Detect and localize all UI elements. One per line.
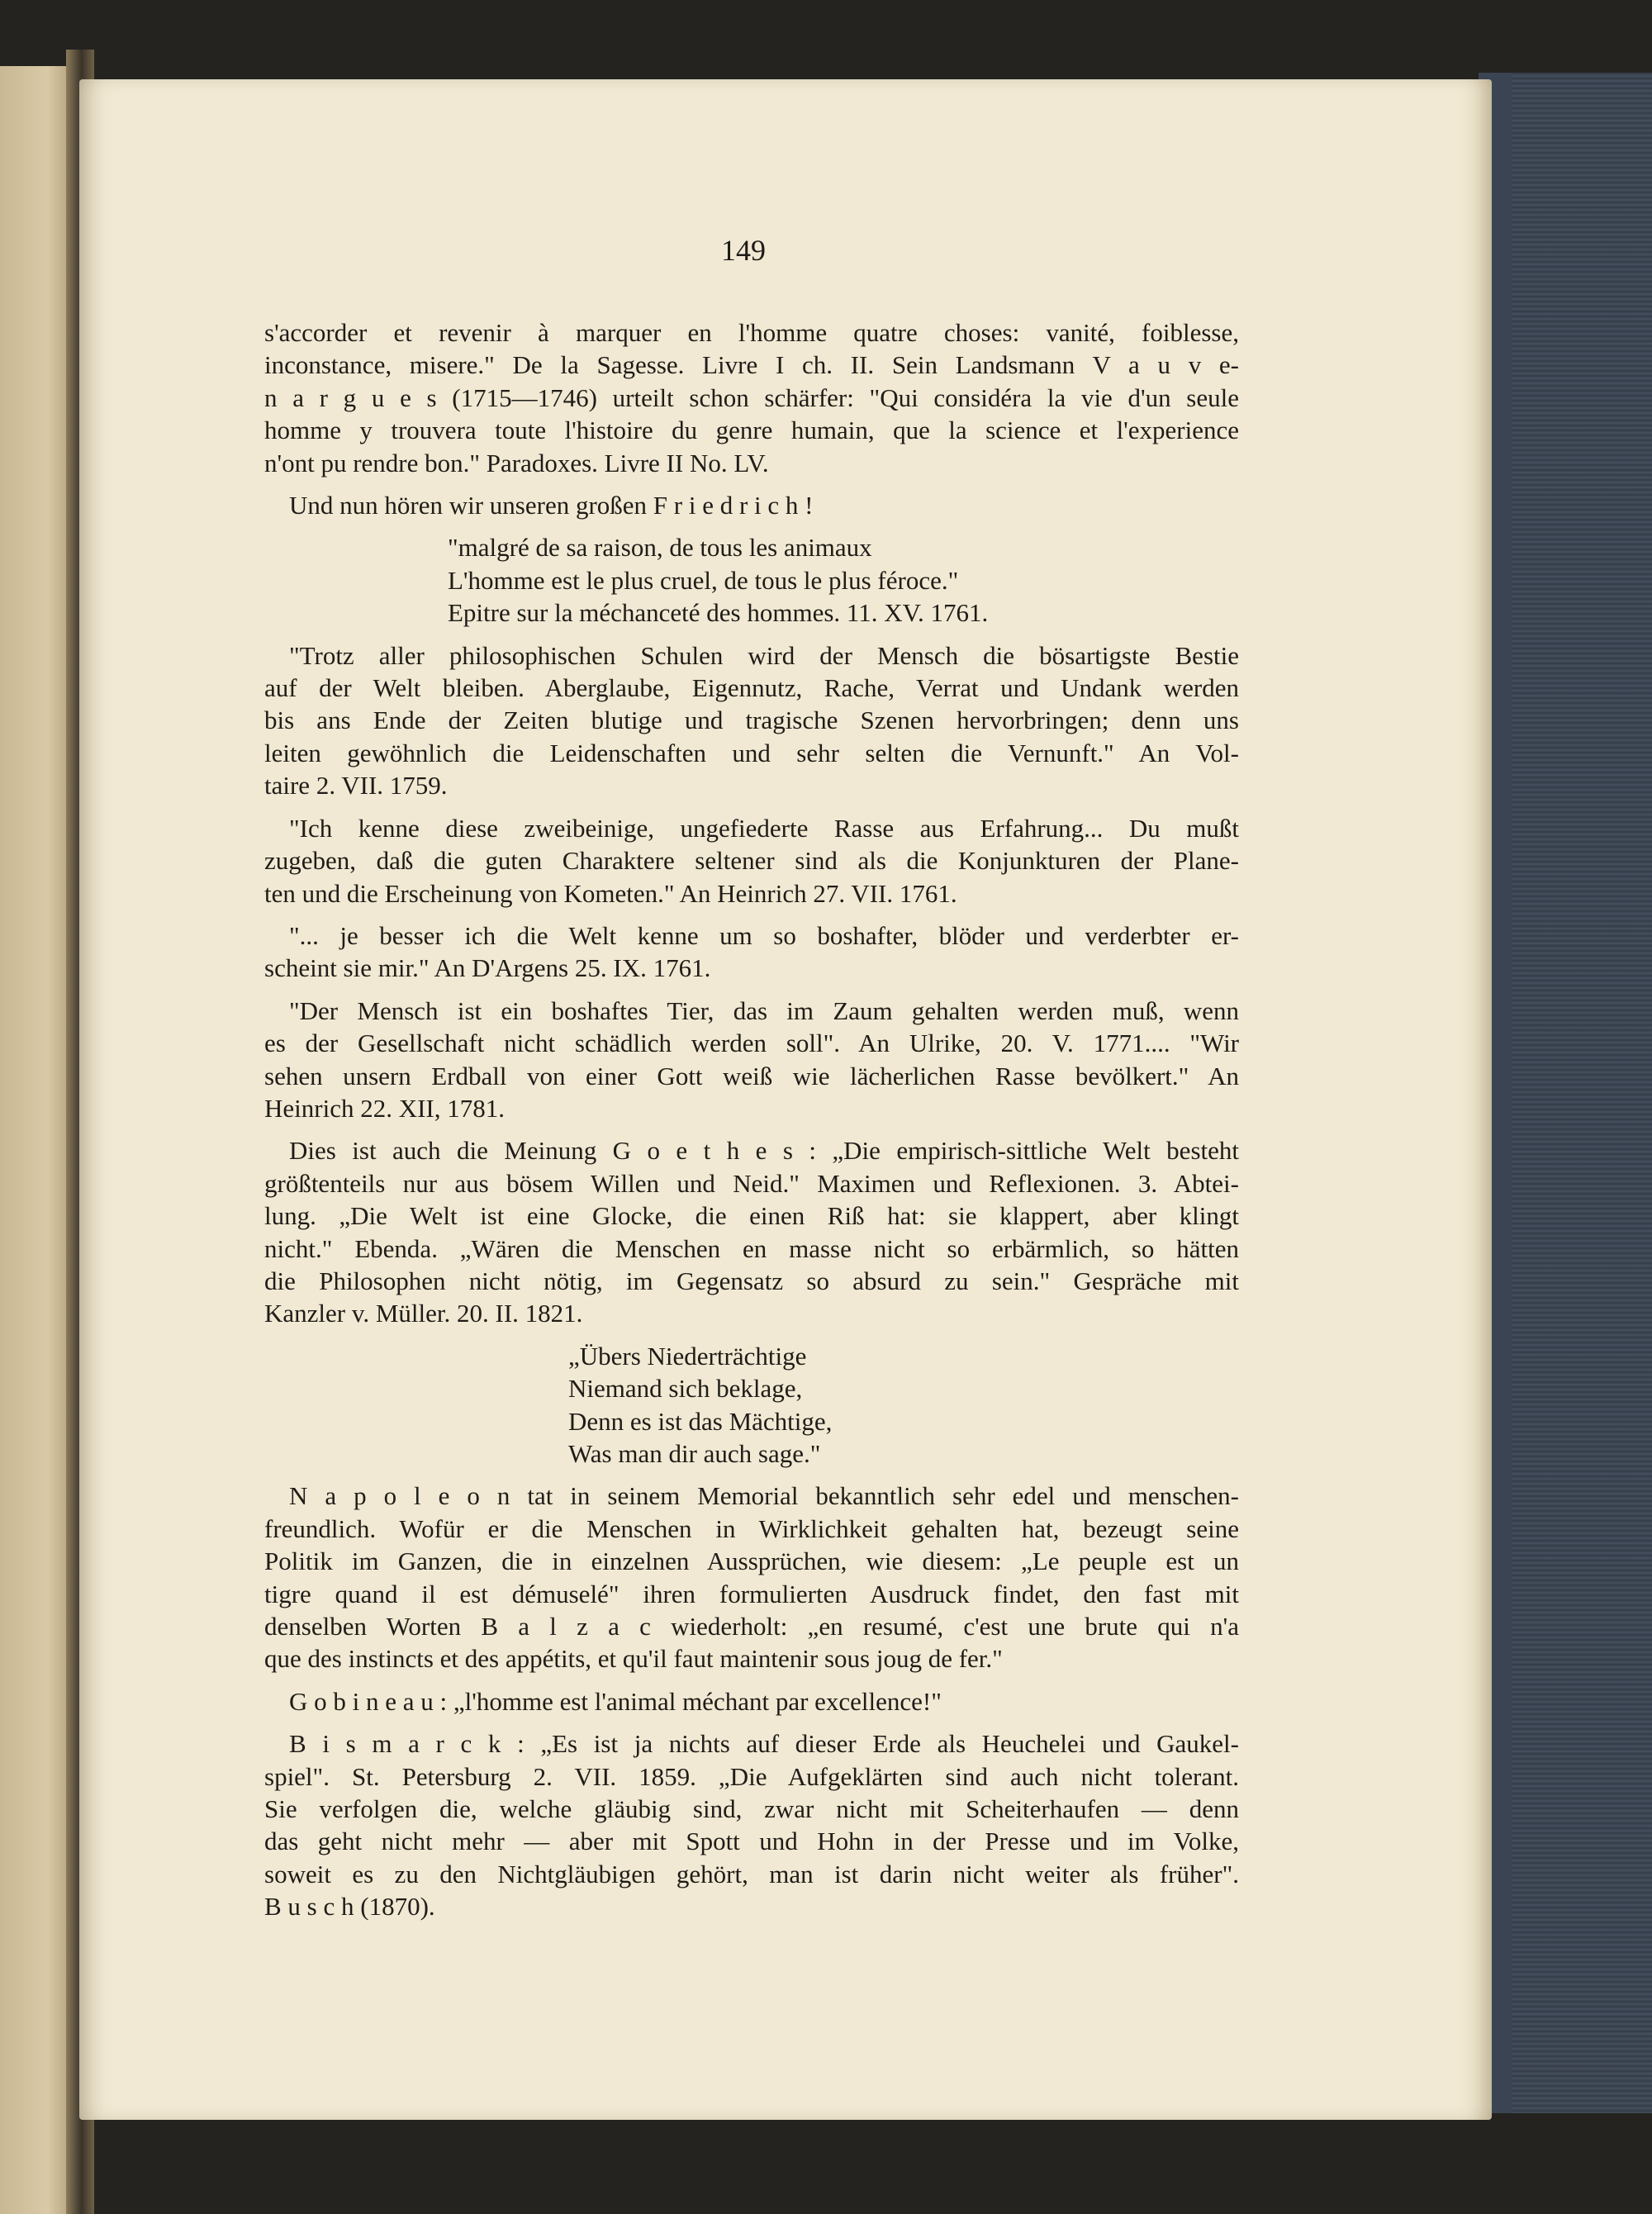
text-line: taire 2. VII. 1759. bbox=[264, 771, 448, 801]
paragraph bbox=[264, 812, 1239, 910]
text-line: L'homme est le plus cruel, de tous le plus féroce." bbox=[448, 565, 959, 595]
text-line: n a r g u e s (1715—1746) urteilt schon schärfer: "Qui considéra la vie d'un seule bbox=[264, 382, 1239, 412]
paragraph-gap bbox=[264, 1124, 1239, 1134]
text-line: Und nun hören wir unseren großen F r i e d r i c h ! bbox=[289, 491, 814, 520]
text-line: lung. „Die Welt ist eine Glocke, die einen Riß hat: sie klappert, aber klingt bbox=[264, 1201, 1239, 1231]
paragraph bbox=[264, 316, 1239, 479]
text-line: zugeben, daß die guten Charaktere seltener sind als die Konjunkturen der Plane- bbox=[264, 846, 1239, 876]
text-line: Sie verfolgen die, welche gläubig sind, zwar nicht mit Scheiterhaufen — denn bbox=[264, 1794, 1239, 1824]
text-line: Epitre sur la méchanceté des hommes. 11. XV. 1761. bbox=[448, 598, 989, 628]
paragraph bbox=[264, 919, 1239, 985]
text-line: G o b i n e a u : „l'homme est l'animal méchant par excellence!" bbox=[289, 1686, 942, 1716]
text-line: freundlich. Wofür er die Menschen in Wirklichkeit gehalten hat, bezeugt seine bbox=[264, 1513, 1239, 1543]
text-line: Was man dir auch sage." bbox=[568, 1439, 821, 1468]
book-cover-board bbox=[1479, 73, 1652, 2113]
text-line: spiel". St. Petersburg 2. VII. 1859. „Die Aufgeklärten sind auch nicht tolerant. bbox=[264, 1761, 1239, 1791]
paragraph-gap bbox=[264, 1675, 1239, 1685]
text-line: Politik im Ganzen, die in einzelnen Aussprüchen, wie diesem: „Le peuple est un bbox=[264, 1546, 1239, 1576]
paragraph bbox=[264, 489, 1239, 521]
paragraph-gap bbox=[264, 802, 1239, 812]
text-line: „Übers Niederträchtige bbox=[568, 1341, 807, 1371]
paragraph-gap bbox=[264, 521, 1239, 531]
text-line: scheint sie mir." An D'Argens 25. IX. 1761. bbox=[264, 953, 711, 983]
text-line: Denn es ist das Mächtige, bbox=[568, 1406, 833, 1436]
text-line: sehen unsern Erdball von einer Gott weiß wie lächerlichen Rasse bevölkert." An bbox=[264, 1061, 1239, 1090]
paragraph bbox=[264, 1134, 1239, 1329]
text-line: denselben Worten B a l z a c wiederholt: „en resumé, c'est une brute qui n'a bbox=[264, 1612, 1239, 1641]
paragraph-gap bbox=[264, 479, 1239, 489]
text-line: n'ont pu rendre bon." Paradoxes. Livre II No. LV. bbox=[264, 448, 769, 477]
text-line: Kanzler v. Müller. 20. II. 1821. bbox=[264, 1299, 583, 1328]
text-block bbox=[264, 316, 1239, 1923]
text-line: B u s c h (1870). bbox=[264, 1892, 435, 1922]
page-number: 149 bbox=[721, 234, 766, 267]
text-line: "Trotz aller philosophischen Schulen wird der Mensch die bösartigste Bestie bbox=[289, 640, 1239, 670]
text-line: leiten gewöhnlich die Leidenschaften und sehr selten die Vernunft." An Vol- bbox=[264, 738, 1239, 767]
text-line: die Philosophen nicht nötig, im Gegensatz so absurd zu sein." Gespräche mit bbox=[264, 1266, 1239, 1295]
text-line: das geht nicht mehr — aber mit Spott und Hohn in der Presse und im Volke, bbox=[264, 1827, 1239, 1856]
text-line: "... je besser ich die Welt kenne um so boshafter, blöder und verderbter er- bbox=[289, 920, 1239, 950]
text-line: N a p o l e o n tat in seinem Memorial bekanntlich sehr edel und menschen- bbox=[289, 1481, 1239, 1511]
text-line: "Ich kenne diese zweibeinige, ungefiederte Rasse aus Erfahrung... Du mußt bbox=[289, 813, 1239, 843]
text-line: soweit es zu den Nichtgläubigen gehört, man ist darin nicht weiter als früher". bbox=[264, 1859, 1239, 1889]
text-line: Dies ist auch die Meinung G o e t h e s : „Die empirisch-sittliche Welt besteht bbox=[289, 1136, 1239, 1166]
text-line: B i s m a r c k : „Es ist ja nichts auf dieser Erde als Heuchelei und Gaukel- bbox=[289, 1729, 1239, 1759]
verse-quote bbox=[264, 531, 1239, 629]
paragraph-gap bbox=[264, 910, 1239, 919]
paragraph bbox=[264, 1727, 1239, 1922]
paragraph-gap bbox=[264, 1330, 1239, 1340]
text-line: inconstance, misere." De la Sagesse. Livre I ch. II. Sein Landsmann V a u v e- bbox=[264, 350, 1239, 380]
text-line: ten und die Erscheinung von Kometen." An Heinrich 27. VII. 1761. bbox=[264, 878, 957, 908]
text-line: "malgré de sa raison, de tous les animaux bbox=[448, 533, 872, 563]
paragraph-gap bbox=[264, 1718, 1239, 1727]
text-line: es der Gesellschaft nicht schädlich werden soll". An Ulrike, 20. V. 1771.... "Wir bbox=[264, 1029, 1239, 1058]
text-line: Niemand sich beklage, bbox=[568, 1374, 803, 1404]
text-line: s'accorder et revenir à marquer en l'homme quatre choses: vanité, foiblesse, bbox=[264, 318, 1239, 347]
paragraph bbox=[264, 1685, 1239, 1718]
paragraph-gap bbox=[264, 1470, 1239, 1480]
text-line: bis ans Ende der Zeiten blutige und tragische Szenen hervorbringen; denn uns bbox=[264, 706, 1239, 735]
verse-quote bbox=[264, 1340, 1239, 1470]
text-line: auf der Welt bleiben. Aberglaube, Eigennutz, Rache, Verrat und Undank werden bbox=[264, 673, 1239, 703]
text-line: tigre quand il est démuselé" ihren formulierten Ausdruck findet, den fast mit bbox=[264, 1579, 1239, 1608]
text-line: "Der Mensch ist ein boshaftes Tier, das im Zaum gehalten werden muß, wenn bbox=[289, 995, 1239, 1025]
text-line: que des instincts et des appétits, et qu'il faut maintenir sous joug de fer." bbox=[264, 1644, 1003, 1674]
paragraph bbox=[264, 995, 1239, 1125]
text-line: größtenteils nur aus bösem Willen und Neid." Maximen und Reflexionen. 3. Abtei- bbox=[264, 1168, 1239, 1198]
paragraph bbox=[264, 639, 1239, 802]
text-line: Heinrich 22. XII, 1781. bbox=[264, 1093, 505, 1123]
text-line: nicht." Ebenda. „Wären die Menschen en masse nicht so erbärmlich, so hätten bbox=[264, 1233, 1239, 1263]
text-line: homme y trouvera toute l'histoire du genre humain, que la science et l'experience bbox=[264, 416, 1239, 445]
paragraph bbox=[264, 1480, 1239, 1675]
paragraph-gap bbox=[264, 985, 1239, 995]
paragraph-gap bbox=[264, 630, 1239, 639]
